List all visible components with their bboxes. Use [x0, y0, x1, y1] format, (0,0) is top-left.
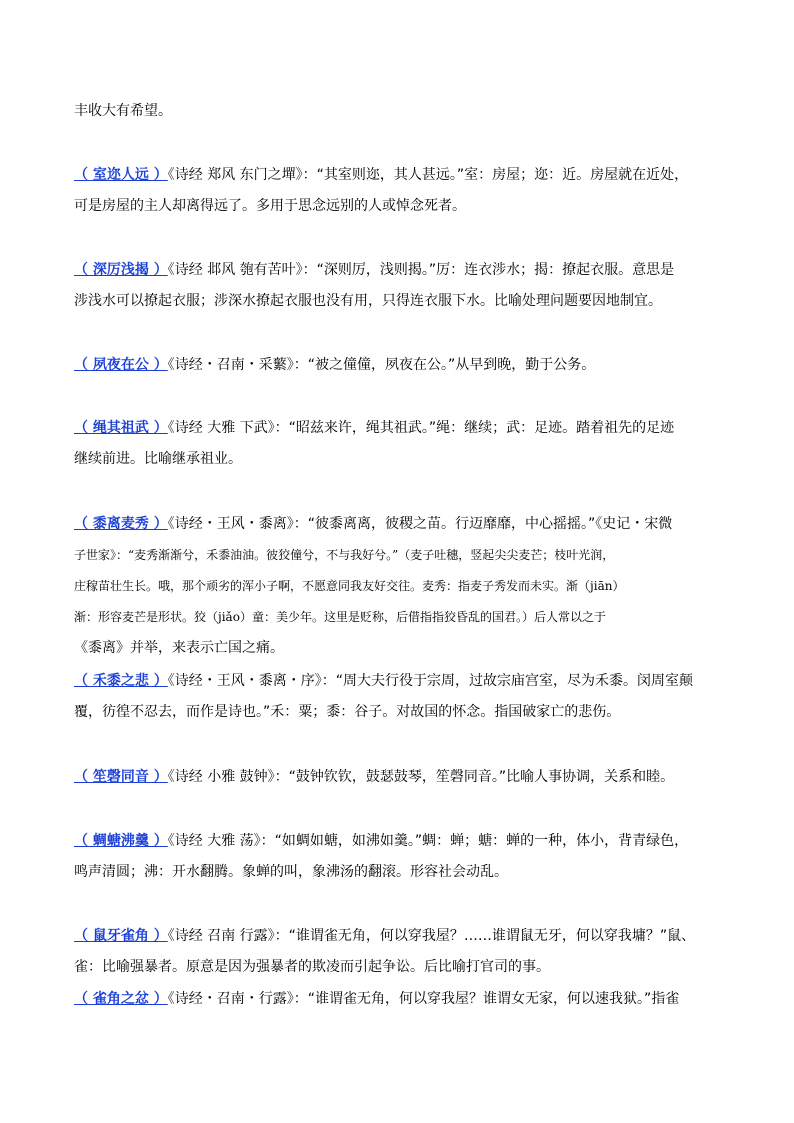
- text-line: 丰收大有希望。: [74, 103, 172, 119]
- entry-text: 《诗经 召南 行露》：“谁谓雀无角，何以穿我屋？……谁谓鼠无牙，何以穿我墉？”鼠、: [167, 928, 696, 944]
- idiom-entry-heshu-zhibei: [74, 666, 734, 728]
- entry-text: 《诗经 小雅 鼓钟》：“鼓钟钦钦，鼓瑟鼓琴，笙磬同音。”比喻人事协调，关系和睦。: [167, 769, 675, 785]
- entry-text: 《诗经 郑风 东门之墠》：“其室则迩，其人甚远。”室：房屋；迩：近。房屋就在近处，: [167, 167, 689, 183]
- text-line: 涉浅水可以撩起衣服；涉深水撩起衣服也没有用，只得连衣服下水。比喻处理问题要因地制宜。: [74, 293, 662, 309]
- entry-text: 《诗经 大雅 荡》：“如蜩如螗，如沸如羹。”蜩：蝉；螗：蝉的一种，体小，背青绿色，: [167, 833, 689, 849]
- entry-text: 《诗经・王风・黍离・序》：“周大夫行役于宗周，过故宗庙宫室，尽为禾黍。闵周室颠: [167, 673, 694, 689]
- idiom-term[interactable]: （ 绳其祖武 ）: [74, 420, 168, 436]
- idiom-term[interactable]: （ 禾黍之悲 ）: [74, 673, 168, 689]
- text-line: 《黍离》并举，来表示亡国之痛。: [74, 640, 284, 656]
- idiom-term[interactable]: （ 鼠牙雀角 ）: [74, 928, 168, 944]
- idiom-entry-suye-zaigong: [74, 350, 734, 381]
- entry-text: 《诗经・王风・黍离》：“彼黍离离，彼稷之苗。行迈靡靡，中心摇摇。”《史记・宋微: [167, 516, 673, 532]
- text-line: 可是房屋的主人却离得远了。多用于思念远别的人或悼念死者。: [74, 198, 466, 214]
- entry-text: 《诗经・召南・采蘩》：“被之僮僮，夙夜在公。”从早到晚，勤于公务。: [167, 357, 596, 373]
- idiom-entry-quejiao-zhifen: [74, 984, 734, 1015]
- entry-text: 《诗经 大雅 下武》：“昭兹来许，绳其祖武。”绳：继续；武：足迹。踏着祖先的足迹: [167, 420, 675, 436]
- idiom-entry-shengqi-zuwu: [74, 413, 734, 475]
- idiom-term[interactable]: （ 夙夜在公 ）: [74, 357, 168, 373]
- text-line: 雀：比喻强暴者。原意是因为强暴者的欺凌而引起争讼。后比喻打官司的事。: [74, 959, 550, 975]
- idiom-term[interactable]: （ 室迩人远 ）: [74, 167, 168, 183]
- idiom-term[interactable]: （ 黍离麦秀 ）: [74, 516, 168, 532]
- idiom-term[interactable]: （ 笙磬同音 ）: [74, 769, 168, 785]
- paragraph-fragment: [74, 96, 734, 127]
- idiom-entry-shenli-qianjie: [74, 255, 734, 317]
- idiom-term[interactable]: （ 雀角之忿 ）: [74, 991, 168, 1007]
- text-line: 庄稼苗壮生长。哦，那个顽劣的浑小子啊，不愿意同我友好交往。麦秀：指麦子秀发而未实。渐（jiān）: [74, 579, 625, 593]
- idiom-entry-shuya-quejiao: [74, 921, 734, 983]
- idiom-term[interactable]: （ 蜩螗沸羹 ）: [74, 833, 168, 849]
- text-line: 渐：形容麦芒是形状。狡（jiǎo）童：美少年。这里是贬称，后借指指狡昏乱的国君。）后人常以之于: [74, 610, 606, 624]
- idiom-term[interactable]: （ 深厉浅揭 ）: [74, 262, 168, 278]
- idiom-entry-tiaotang-feigeng: [74, 826, 734, 888]
- text-line: 继续前进。比喻继承祖业。: [74, 451, 242, 467]
- text-line: 覆，彷徨不忍去，而作是诗也。”禾：粟；黍：谷子。对故国的怀念。指国破家亡的悲伤。: [74, 704, 621, 720]
- text-line: 鸣声清圆；沸：开水翻腾。象蝉的叫，象沸汤的翻滚。形容社会动乱。: [74, 864, 508, 880]
- idiom-entry-shier-renyuan: [74, 160, 734, 222]
- text-line: 子世家》：“麦秀渐渐兮，禾黍油油。彼狡僮兮，不与我好兮。”（麦子吐穗，竖起尖尖麦芒；枝叶光润，: [74, 548, 615, 562]
- entry-text: 《诗经・召南・行露》：“谁谓雀无角，何以穿我屋？谁谓女无家，何以速我狱。”指雀: [167, 991, 680, 1007]
- entry-text: 《诗经 邶风 匏有苦叶》：“深则厉，浅则揭。”厉：连衣涉水；揭：撩起衣服。意思是: [167, 262, 675, 278]
- idiom-entry-shengqing-tongyin: [74, 762, 734, 793]
- idiom-entry-shuli-maixiu: [74, 509, 734, 664]
